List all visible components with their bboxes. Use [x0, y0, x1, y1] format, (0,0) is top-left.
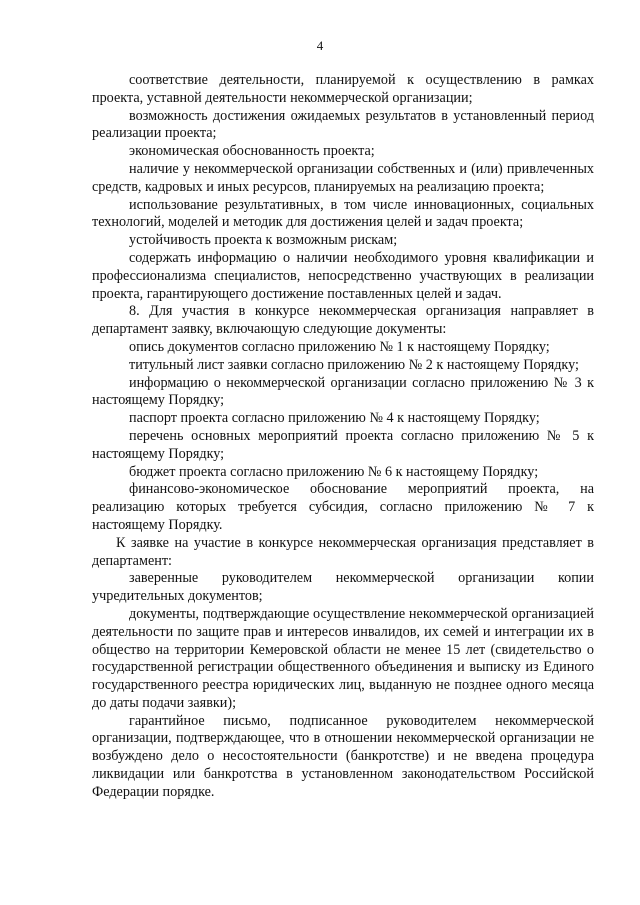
paragraph: устойчивость проекта к возможным рискам; — [129, 232, 398, 249]
paragraph: возможность достижения ожидаемых результатов в установленный период реализации проекта; — [92, 107, 594, 142]
paragraph: содержать информацию о наличии необходимого уровня квалификации и профессионализма специалистов, непосредственно участвующих в реализации проекта, гарантирующего достижение поставленных целей и задач. — [92, 249, 594, 302]
paragraph: гарантийное письмо, подписанное руководителем некоммерческой организации, подтверждающее, что в отношении некоммерческой организации не возбуждено дело о несостоятельности (банкротстве) и не введена процедура ликвидации или банкротства в установленном законодательством Российской Федерации порядке. — [92, 712, 594, 800]
paragraph: информацию о некоммерческой организации согласно приложению № 3 к настоящему Порядку; — [92, 374, 594, 409]
paragraph: экономическая обоснованность проекта; — [129, 143, 375, 160]
paragraph: соответствие деятельности, планируемой к осуществлению в рамках проекта, уставной деятельности некоммерческой организации; — [92, 72, 594, 106]
paragraph: 8. Для участия в конкурсе некоммерческая организация направляет в департамент заявку, включающую следующие документы: — [92, 303, 594, 338]
paragraph: наличие у некоммерческой организации собственных и (или) привлеченных средств, кадровых и иных ресурсов, планируемых на реализацию проекта; — [92, 160, 594, 195]
paragraph: опись документов согласно приложению № 1 к настоящему Порядку; — [129, 338, 550, 355]
paragraph: заверенные руководителем некоммерческой организации копии учредительных документов; — [92, 570, 594, 605]
paragraph: паспорт проекта согласно приложению № 4 к настоящему Порядку; — [129, 410, 540, 427]
paragraph: К заявке на участие в конкурсе некоммерческая организация представляет в департамент: — [92, 534, 594, 569]
document-body — [92, 72, 594, 802]
paragraph: перечень основных мероприятий проекта согласно приложению № 5 к настоящему Порядку; — [92, 427, 594, 462]
paragraph: титульный лист заявки согласно приложению № 2 к настоящему Порядку; — [129, 356, 579, 373]
paragraph: документы, подтверждающие осуществление некоммерческой организацией деятельности по защите прав и интересов инвалидов, их семей и интеграции их в общество на территории Кемеровской области не менее 15 лет (свидетельство о государственной регистрации общественного объединения и выписку из Единого государственного реестра юридических лиц, выданную не позднее одного месяца до даты подачи заявки); — [92, 605, 594, 711]
page-number: 4 — [316, 38, 324, 53]
paragraph: бюджет проекта согласно приложению № 6 к настоящему Порядку; — [129, 463, 539, 480]
paragraph: финансово-экономическое обоснование мероприятий проекта, на реализацию которых требуется субсидия, согласно приложению № 7 к настоящему Порядку. — [92, 481, 594, 533]
paragraph: использование результативных, в том числе инновационных, социальных технологий, моделей и методик для достижения целей и задач проекта; — [92, 196, 594, 231]
